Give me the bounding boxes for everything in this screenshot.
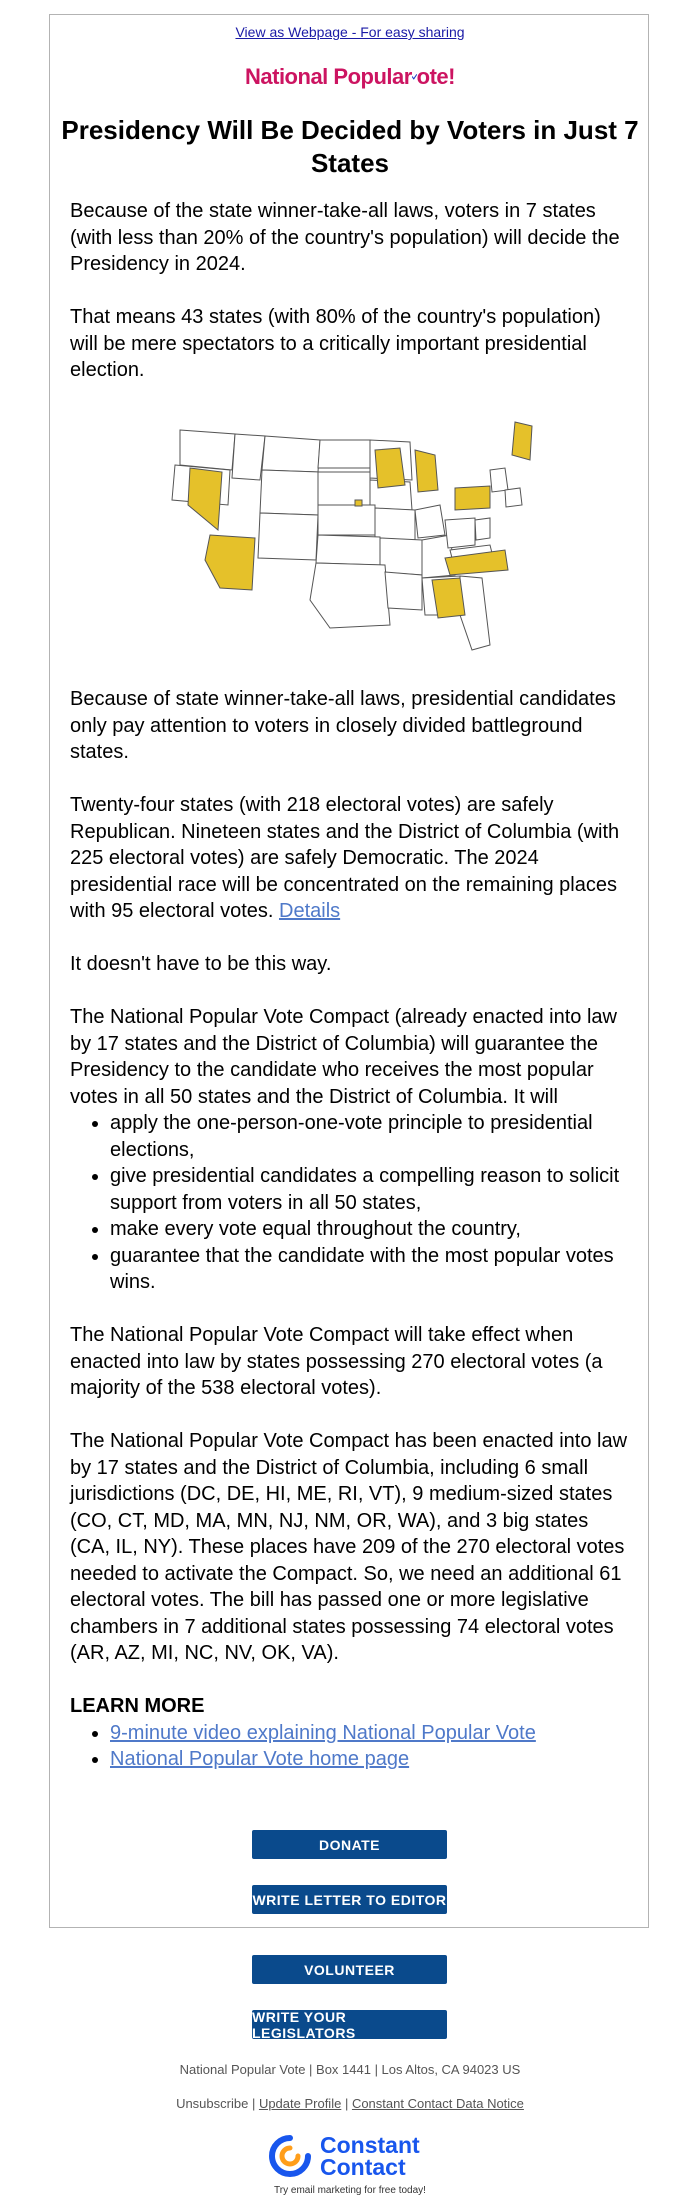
us-battleground-map [160,410,540,660]
bullet-item: • apply the one-person-one-vote principle to presidential elections, [110,1110,630,1163]
body-content [70,198,630,1773]
state-georgia [432,578,465,618]
state-maine [512,422,532,460]
constant-contact-logo[interactable] [268,2130,438,2182]
footer-links [0,2096,700,2111]
paragraph-7: The National Popular Vote Compact will take effect when enacted into law by states possessing 270 electoral votes (a majority of the 538 electoral votes). [70,1324,603,1399]
constant-contact-icon [268,2134,312,2178]
cc-tagline: Try email marketing for free today! [274,2185,426,2196]
npv-logo [245,60,455,94]
write-letter-button[interactable]: WRITE LETTER TO EDITOR [252,1885,447,1914]
video-link[interactable]: 9-minute video explaining National Popular Vote [110,1721,536,1744]
state-nebraska-district [355,500,362,506]
home-page-link[interactable]: National Popular Vote home page [110,1748,410,1770]
paragraph-4 [70,792,630,925]
update-profile-link[interactable]: Update Profile [258,2096,342,2111]
donate-button[interactable]: DONATE [252,1830,447,1859]
constant-contact-wordmark [320,2134,420,2178]
data-notice-link[interactable]: Constant Contact Data Notice [351,2096,524,2111]
view-as-webpage-link[interactable]: View as Webpage - For easy sharing [235,24,465,40]
bullet-item: • guarantee that the candidate with the most popular votes wins. [110,1243,630,1296]
logo-text-part2: ote! [416,64,455,89]
paragraph-5: It doesn't have to be this way. [70,953,332,975]
cc-line-1: Constant [320,2132,420,2158]
link-item [110,1720,630,1747]
webview-link-row [0,24,700,40]
unsubscribe-link[interactable]: Unsubscribe [176,2096,249,2111]
cc-line-2: Contact [320,2154,406,2180]
bullet-item: • give presidential candidates a compelling reason to solicit support from voters in all 50 states, [110,1163,630,1216]
paragraph-1: Because of the state winner-take-all laws, voters in 7 states (with less than 20% of the country's population) will decide the Presidency in 2024. [70,200,620,275]
paragraph-8: The National Popular Vote Compact has been enacted into law by 17 states and the District of Columbia, including 6 small jurisdictions (DC, DE, HI, ME, RI, VT), 9 medium-sized states (CO, CT, MD, MA, MN, NJ, NM, OR, WA), and 3 big states (CA, IL, NY). These places have 209 of the 270 electoral votes needed to activate the Compact. So, we need an additional 61 electoral votes. The bill has passed one or more legislative chambers in 7 additional states possessing 74 electoral votes (AR, AZ, MI, NC, NV, OK, VA). [70,1430,628,1664]
state-arizona [205,535,255,590]
state-pennsylvania [455,486,490,510]
paragraph-3: Because of state winner-take-all laws, presidential candidates only pay attention to voters in closely divided battleground states. [70,688,616,763]
volunteer-button[interactable]: VOLUNTEER [252,1955,447,1984]
write-legislators-button[interactable]: WRITE YOUR LEGISLATORS [252,2010,447,2039]
paragraph-4-text: Twenty-four states (with 218 electoral votes) are safely Republican. Nineteen states and the District of Columbia (with 225 electoral votes) are safely Democratic. The 2024 presidential race will be concentrated on the remaining places with 95 electoral votes. [70,794,620,922]
logo-text-part1: National Popular [245,64,412,89]
footer-address: National Popular Vote | Box 1441 | Los Altos, CA 94023 US [179,2062,521,2077]
learn-more-heading: LEARN MORE [70,1695,205,1717]
compact-bullets [70,1110,630,1296]
details-link[interactable]: Details [279,900,341,922]
state-nevada [188,468,222,530]
headline: Presidency Will Be Decided by Voters in Just 7 States [61,115,639,178]
state-wisconsin [375,448,405,488]
paragraph-6: The National Popular Vote Compact (already enacted into law by 17 states and the District of Columbia) will guarantee the Presidency to the candidate who receives the most popular votes in all 50 states and the District of Columbia. It will [70,1006,617,1108]
bullet-item: • make every vote equal throughout the country, [110,1216,630,1243]
link-item [110,1746,630,1773]
learn-more-links [70,1720,630,1773]
paragraph-2: That means 43 states (with 80% of the country's population) will be mere spectators to a critically important presidential election. [70,306,601,381]
footer-separator: | [248,2096,259,2111]
footer-separator: | [341,2096,352,2111]
state-michigan [415,450,438,492]
